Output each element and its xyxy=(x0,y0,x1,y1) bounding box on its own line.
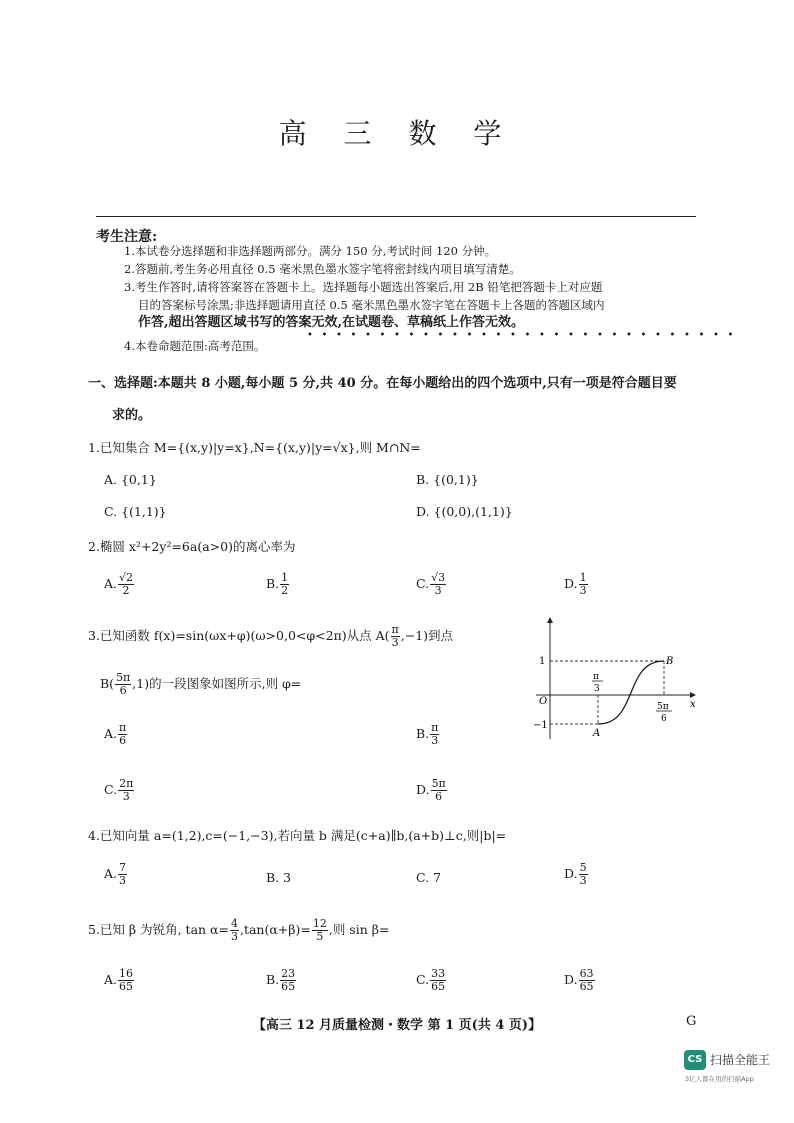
q1-option-a: A. {0,1} xyxy=(104,472,157,487)
notice-item-3: 3.考生作答时,请将答案答在答题卡上。选择题每小题选出答案后,用 2B 铅笔把答题卡上对应题 xyxy=(124,280,603,294)
camscanner-name: 扫描全能王 xyxy=(710,1053,771,1067)
graph-point-b: B xyxy=(666,656,674,667)
graph-tick-5pi6-num: 5π xyxy=(657,702,669,712)
notice-item-4: 4.本卷命题范围:高考范围。 xyxy=(124,339,266,353)
q2-option-b: B. $\frac{1}{2}$ xyxy=(266,571,289,597)
graph-label-ym1: −1 xyxy=(533,720,548,731)
q1-option-c: C. {(1,1)} xyxy=(104,504,167,519)
emphasis-dots: •••••••••••••••••••••••••••••• xyxy=(307,330,742,341)
graph-label-y1: 1 xyxy=(539,656,546,667)
version-mark: G xyxy=(686,1014,697,1029)
notice-item-3-cont: 目的答案标号涂黑;非选择题请用直径 0.5 毫米黑色墨水签字笔在答题卡上各题的答题区域内 xyxy=(138,298,605,312)
q3-option-c: C. $\frac{2\pi}{3}$ xyxy=(104,777,134,803)
q4-stem: 4.已知向量 a=(1,2),c=(−1,−3),若向量 b 满足(c+a)∥b,(a+b)⊥c,则|b|= xyxy=(88,828,507,843)
header-rule xyxy=(96,216,696,217)
q3-sine-graph xyxy=(530,614,705,744)
page-footer: 【高三 12 月质量检测・数学 第 1 页(共 4 页)】 xyxy=(252,1018,542,1033)
notice-item-3-emphasis: 作答,超出答题区域书写的答案无效,在试题卷、草稿纸上作答无效。 xyxy=(138,315,525,330)
q5-option-b: B. $\frac{23}{65}$ xyxy=(266,967,296,993)
graph-x-label: x xyxy=(690,699,696,710)
camscanner-logo-icon: CS xyxy=(684,1050,706,1070)
q1-option-b: B. {(0,1)} xyxy=(416,472,479,487)
q5-option-d: D. $\frac{63}{65}$ xyxy=(564,967,594,993)
q4-option-a: A. $\frac{7}{3}$ xyxy=(104,861,127,887)
graph-point-a: A xyxy=(593,728,601,739)
graph-tick-pi3-num: π xyxy=(593,672,599,682)
graph-tick-5pi6-den: 6 xyxy=(661,714,667,724)
q2-option-c: C. $\frac{√3}{3}$ xyxy=(416,571,446,597)
q2-option-d: D. $\frac{1}{3}$ xyxy=(564,571,587,597)
q3-option-a: A. $\frac{\pi}{6}$ xyxy=(104,721,127,747)
q5-option-a: A. $\frac{16}{65}$ xyxy=(104,967,134,993)
q4-option-d: D. $\frac{5}{3}$ xyxy=(564,861,587,887)
q4-option-c: C. 7 xyxy=(416,870,442,885)
q2-option-a: A. $\frac{√2}{2}$ xyxy=(104,571,134,597)
q2-stem: 2.椭圆 x²+2y²=6a(a>0)的离心率为 xyxy=(88,539,296,554)
q5-option-c: C. $\frac{33}{65}$ xyxy=(416,967,446,993)
q1-option-d: D. {(0,0),(1,1)} xyxy=(416,504,513,519)
graph-curve xyxy=(598,661,664,724)
q3-option-d: D. $\frac{5\pi}{6}$ xyxy=(416,777,446,803)
q3-option-b: B. $\frac{\pi}{3}$ xyxy=(416,721,439,747)
graph-tick-pi3-den: 3 xyxy=(594,684,600,694)
camscanner-tagline: 3亿人都在用的扫描App xyxy=(685,1075,754,1083)
q3-stem-line2: B( $\frac{5\pi}{6}$ ,1)的一段图象如图所示,则 φ= xyxy=(100,671,302,697)
graph-origin: O xyxy=(539,696,548,707)
section-heading: 一、选择题:本题共 8 小题,每小题 5 分,共 40 分。在每小题给出的四个选项中,只有一项是符合题目要 xyxy=(88,376,677,391)
q4-option-b: B. 3 xyxy=(266,870,292,885)
page-title: 高 三 数 学 xyxy=(278,117,516,150)
q3-stem-line1: 3.已知函数 f(x)=sin(ωx+φ)(ω>0,0<φ<2π)从点 A( $\frac{\pi}{3}$ ,−1)到点 xyxy=(88,623,454,649)
notice-item-2: 2.答题前,考生务必用直径 0.5 毫米黑色墨水签字笔将密封线内项目填写清楚。 xyxy=(124,262,521,276)
notice-item-1: 1.本试卷分选择题和非选择题两部分。满分 150 分,考试时间 120 分钟。 xyxy=(124,244,497,258)
q1-stem: 1.已知集合 M={(x,y)|y=x},N={(x,y)|y=√x},则 M∩N= xyxy=(88,440,421,455)
section-heading-cont: 求的。 xyxy=(112,408,152,423)
q5-stem: 5.已知 β 为锐角, tan α= $\frac{4}{3}$ ,tan(α+β)= $\frac{12}{5}$ ,则 sin β= xyxy=(88,917,390,943)
notice-heading: 考生注意: xyxy=(96,229,158,245)
